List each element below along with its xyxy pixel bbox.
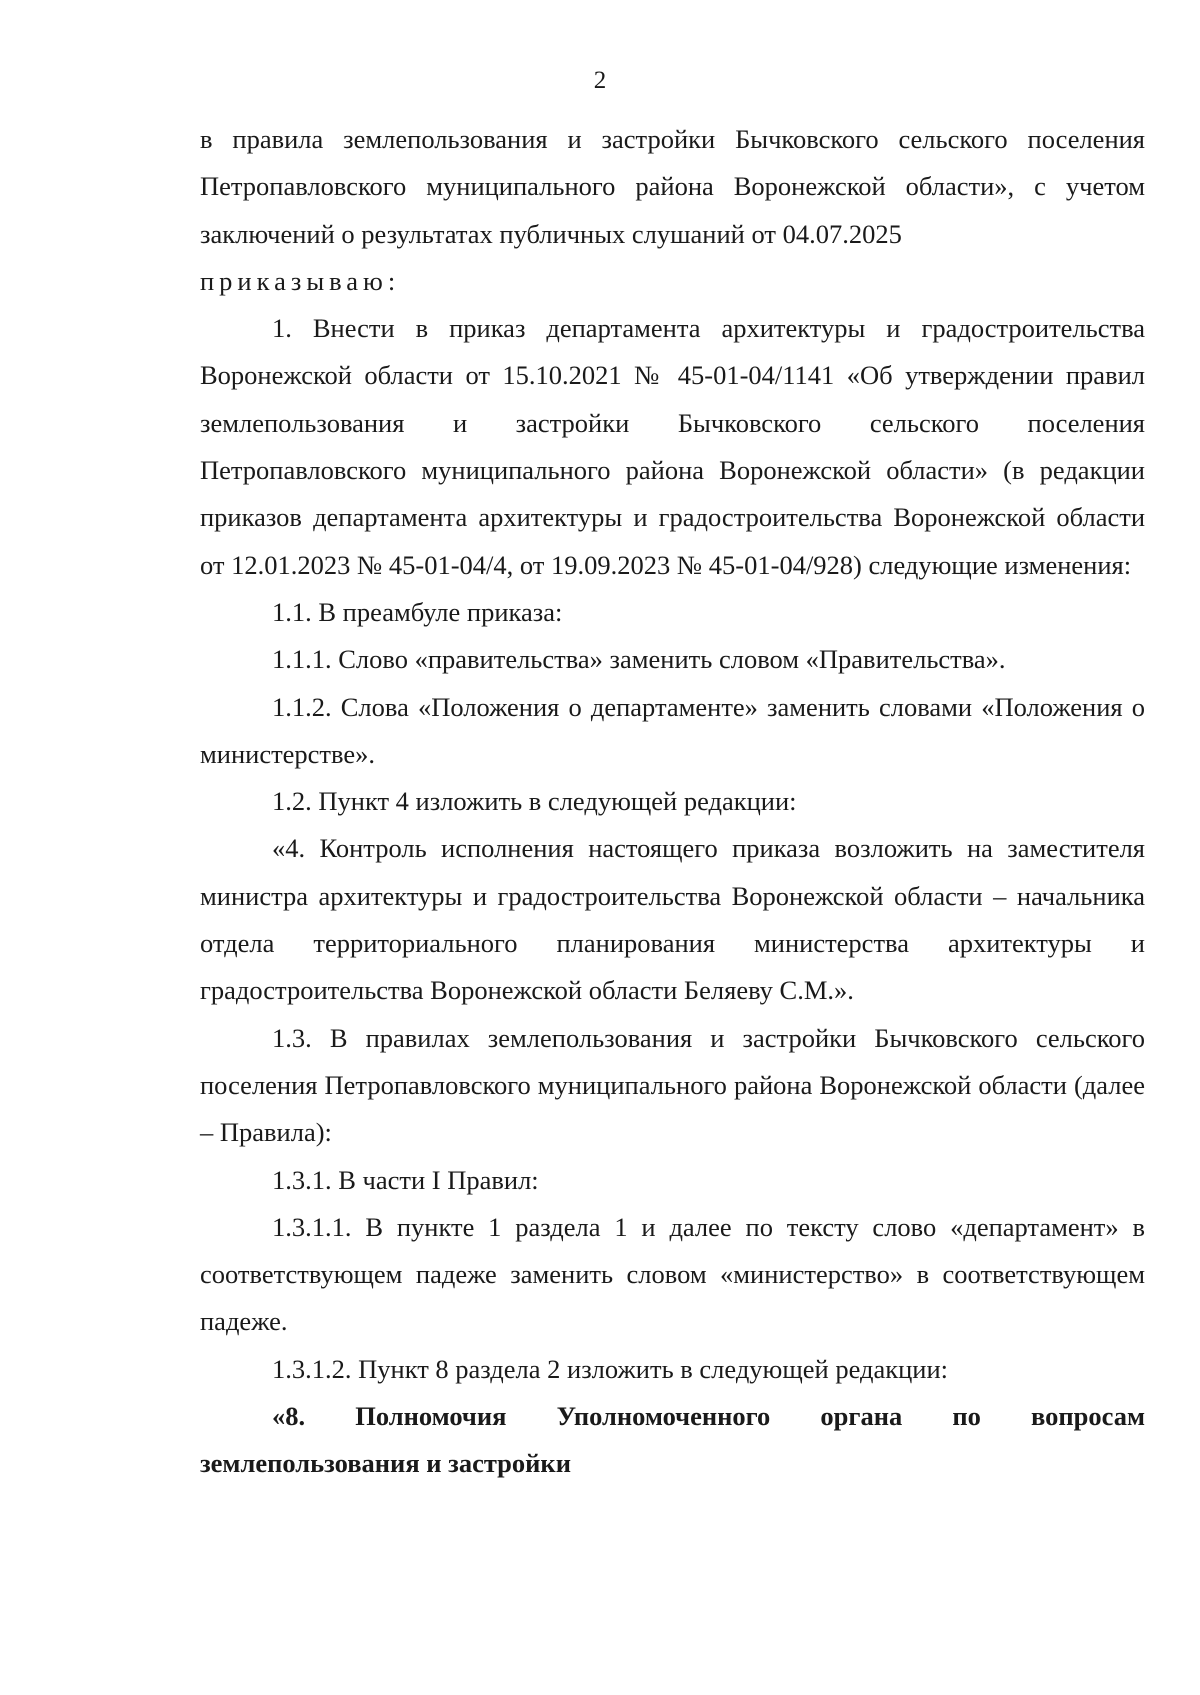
paragraph-item-1-3-1: 1.3.1. В части I Правил: bbox=[272, 1164, 539, 1195]
paragraph-item-1-3-1-2: 1.3.1.2. Пункт 8 раздела 2 изложить в следующей редакции: bbox=[272, 1353, 949, 1384]
paragraph-item-1-3: 1.3. В правилах землепользования и застройки Бычковского сельского поселения Петропавловского муниципального района Воронежской области (далее – Правила): bbox=[200, 1022, 1145, 1148]
paragraph-item-1-3-1-1: 1.3.1.1. В пункте 1 раздела 1 и далее по тексту слово «департамент» в соответствующем падеже заменить словом «министерство» в соответствующем падеже. bbox=[200, 1211, 1145, 1337]
paragraph-item-1-1-1: 1.1.1. Слово «правительства» заменить словом «Правительства». bbox=[272, 644, 1006, 675]
paragraph-item-1-1-2: 1.1.2. Слова «Положения о департаменте» заменить словами «Положения о министерстве». bbox=[200, 691, 1145, 769]
page-number: 2 bbox=[593, 67, 607, 94]
paragraph-item-1-1: 1.1. В преамбуле приказа: bbox=[272, 596, 563, 627]
paragraph-item-1-2: 1.2. Пункт 4 изложить в следующей редакции: bbox=[272, 786, 797, 817]
paragraph-preamble-continuation: в правила землепользования и застройки Бычковского сельского поселения Петропавловского муниципального района Воронежской области», с учетом заключений о результатах публичных слушаний от 04.07.2025 bbox=[200, 124, 1145, 249]
paragraph-order-word: приказываю: bbox=[200, 265, 401, 296]
paragraph-quoted-item-4: «4. Контроль исполнения настоящего приказа возложить на заместителя министра архитектуры и градостроительства Воронежской области – начальника отдела территориального планирования министерства архитектуры и градостроительства Воронежской области Беляеву С.М.». bbox=[200, 833, 1145, 1006]
document-body bbox=[200, 116, 1145, 1488]
paragraph-item-1: 1. Внести в приказ департамента архитектуры и градостроительства Воронежской области от 15.10.2021 № 45-01-04/1141 «Об утверждении правил землепользования и застройки Бычковского сельского поселения Петропавловского муниципального района Воронежской области» (в редакции приказов департамента архитектуры и градостроительства Воронежской области от 12.01.2023 № 45-01-04/4, от 19.09.2023 № 45-01-04/928) следующие изменения: bbox=[200, 313, 1145, 580]
section-heading-8: «8. Полномочия Уполномоченного органа по вопросам землепользования и застройки bbox=[200, 1401, 1145, 1479]
